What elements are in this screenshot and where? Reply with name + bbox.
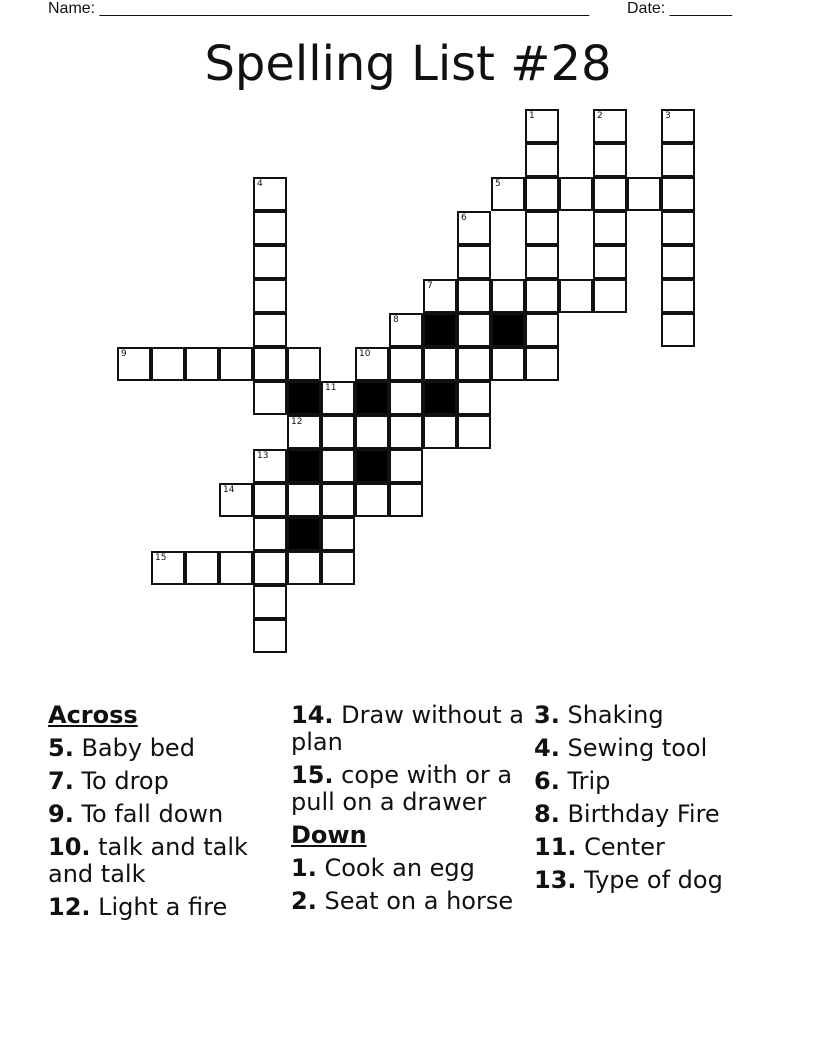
clue-text: Sewing tool <box>559 734 708 762</box>
grid-cell[interactable] <box>491 279 525 313</box>
grid-cell[interactable] <box>151 551 185 585</box>
clue-item <box>48 834 284 888</box>
clue-number: 15 <box>155 553 167 563</box>
grid-cell[interactable] <box>253 211 287 245</box>
clue-text: Cook an egg <box>316 854 475 882</box>
down-heading: Down <box>291 821 367 849</box>
black-square <box>287 381 321 415</box>
clue-item <box>291 888 527 915</box>
grid-cell[interactable] <box>423 279 457 313</box>
grid-cell[interactable] <box>593 211 627 245</box>
grid-cell[interactable] <box>593 177 627 211</box>
clue-text: Shaking <box>559 701 664 729</box>
black-square <box>287 449 321 483</box>
black-square <box>287 517 321 551</box>
grid-cell[interactable] <box>661 177 695 211</box>
grid-cell[interactable] <box>355 483 389 517</box>
grid-cell[interactable] <box>287 483 321 517</box>
clue-item <box>534 768 770 795</box>
date-line: Date: _______ <box>627 0 732 17</box>
grid-cell[interactable] <box>661 313 695 347</box>
grid-cell[interactable] <box>627 177 661 211</box>
grid-cell[interactable] <box>525 279 559 313</box>
grid-cell[interactable] <box>321 551 355 585</box>
grid-cell[interactable] <box>559 177 593 211</box>
grid-cell[interactable] <box>253 551 287 585</box>
grid-cell[interactable] <box>355 347 389 381</box>
clue-number-label: 6. <box>534 767 560 795</box>
down-clue-list-continued <box>534 702 770 894</box>
clue-number-label: 14. <box>291 701 334 729</box>
grid-cell[interactable] <box>423 347 457 381</box>
clue-number-label: 5. <box>48 734 74 762</box>
clue-number: 9 <box>121 349 127 359</box>
grid-cell[interactable] <box>253 347 287 381</box>
grid-cell[interactable] <box>253 279 287 313</box>
clue-number: 3 <box>665 111 671 121</box>
grid-cell[interactable] <box>389 449 423 483</box>
clue-number-label: 2. <box>291 887 317 915</box>
grid-cell[interactable] <box>219 347 253 381</box>
grid-cell[interactable] <box>253 517 287 551</box>
clue-number: 1 <box>529 111 535 121</box>
grid-cell[interactable] <box>253 313 287 347</box>
clue-number-label: 3. <box>534 701 560 729</box>
clue-text: Draw without a plan <box>291 701 525 756</box>
clue-number-label: 8. <box>534 800 560 828</box>
grid-cell[interactable] <box>661 109 695 143</box>
clue-item <box>534 702 770 729</box>
grid-cell[interactable] <box>253 585 287 619</box>
grid-cell[interactable] <box>287 551 321 585</box>
grid-cell[interactable] <box>355 415 389 449</box>
black-square <box>423 381 457 415</box>
grid-cell[interactable] <box>219 483 253 517</box>
grid-cell[interactable] <box>525 347 559 381</box>
clue-number: 4 <box>257 179 263 189</box>
grid-cell[interactable] <box>253 483 287 517</box>
clue-number-label: 12. <box>48 893 91 921</box>
grid-cell[interactable] <box>661 143 695 177</box>
grid-cell[interactable] <box>321 483 355 517</box>
clue-number: 2 <box>597 111 603 121</box>
grid-cell[interactable] <box>287 347 321 381</box>
clue-number-label: 9. <box>48 800 74 828</box>
grid-cell[interactable] <box>389 347 423 381</box>
clue-item <box>291 702 527 756</box>
grid-cell[interactable] <box>321 449 355 483</box>
grid-cell[interactable] <box>661 245 695 279</box>
grid-cell[interactable] <box>559 279 593 313</box>
clue-text: Baby bed <box>73 734 195 762</box>
grid-cell[interactable] <box>593 245 627 279</box>
clue-item <box>534 834 770 861</box>
clue-number: 14 <box>223 485 235 495</box>
clue-item <box>291 855 527 882</box>
clue-text: Center <box>576 833 665 861</box>
clue-number: 8 <box>393 315 399 325</box>
grid-cell[interactable] <box>321 381 355 415</box>
clue-number: 13 <box>257 451 269 461</box>
down-clue-list <box>291 855 527 915</box>
grid-cell[interactable] <box>253 245 287 279</box>
grid-cell[interactable] <box>457 415 491 449</box>
clue-number-label: 1. <box>291 854 317 882</box>
grid-cell[interactable] <box>253 177 287 211</box>
grid-cell[interactable] <box>457 279 491 313</box>
clue-column-3 <box>534 702 770 900</box>
clue-number: 6 <box>461 213 467 223</box>
grid-cell[interactable] <box>185 347 219 381</box>
grid-cell[interactable] <box>321 415 355 449</box>
grid-cell[interactable] <box>253 449 287 483</box>
grid-cell[interactable] <box>389 483 423 517</box>
black-square <box>355 449 389 483</box>
grid-cell[interactable] <box>525 177 559 211</box>
clue-number: 12 <box>291 417 303 427</box>
black-square <box>355 381 389 415</box>
clue-item <box>48 768 284 795</box>
grid-cell[interactable] <box>457 211 491 245</box>
clue-text: To drop <box>73 767 169 795</box>
grid-cell[interactable] <box>423 415 457 449</box>
grid-cell[interactable] <box>593 143 627 177</box>
grid-cell[interactable] <box>287 415 321 449</box>
grid-cell[interactable] <box>661 279 695 313</box>
grid-cell[interactable] <box>457 347 491 381</box>
grid-cell[interactable] <box>593 279 627 313</box>
clue-item <box>534 735 770 762</box>
clue-number-label: 11. <box>534 833 577 861</box>
clue-item <box>534 867 770 894</box>
grid-cell[interactable] <box>219 551 253 585</box>
grid-cell[interactable] <box>389 415 423 449</box>
across-heading: Across <box>48 701 138 729</box>
clue-item <box>48 735 284 762</box>
grid-cell[interactable] <box>253 619 287 653</box>
clue-text: Type of dog <box>576 866 723 894</box>
grid-cell[interactable] <box>117 347 151 381</box>
grid-cell[interactable] <box>661 211 695 245</box>
grid-cell[interactable] <box>491 347 525 381</box>
clue-number-label: 7. <box>48 767 74 795</box>
grid-cell[interactable] <box>457 381 491 415</box>
clue-number-label: 10. <box>48 833 91 861</box>
page-title: Spelling List #28 <box>204 36 612 92</box>
grid-cell[interactable] <box>525 313 559 347</box>
across-clue-list-continued <box>291 702 527 816</box>
grid-cell[interactable] <box>389 313 423 347</box>
clue-text: Birthday Fire <box>559 800 720 828</box>
clue-text: Light a fire <box>90 893 228 921</box>
clue-column-2 <box>291 702 527 921</box>
clue-number: 5 <box>495 179 501 189</box>
clue-text: Trip <box>559 767 611 795</box>
clue-column-1 <box>48 702 284 927</box>
black-square <box>423 313 457 347</box>
grid-cell[interactable] <box>525 143 559 177</box>
name-line: Name: _______________________________________________________ <box>48 0 589 17</box>
clue-text: To fall down <box>73 800 224 828</box>
clue-item <box>291 762 527 816</box>
across-clue-list <box>48 735 284 921</box>
clue-number: 11 <box>325 383 337 393</box>
clue-number-label: 15. <box>291 761 334 789</box>
clue-number-label: 13. <box>534 866 577 894</box>
grid-cell[interactable] <box>185 551 219 585</box>
clue-number: 10 <box>359 349 371 359</box>
clue-number: 7 <box>427 281 433 291</box>
grid-cell[interactable] <box>593 109 627 143</box>
clue-text: talk and talk and talk <box>48 833 248 888</box>
grid-cell[interactable] <box>457 245 491 279</box>
clue-item <box>48 801 284 828</box>
clue-text: cope with or a pull on a drawer <box>291 761 513 816</box>
grid-cell[interactable] <box>491 177 525 211</box>
black-square <box>491 313 525 347</box>
clue-item <box>534 801 770 828</box>
grid-cell[interactable] <box>389 381 423 415</box>
grid-cell[interactable] <box>457 313 491 347</box>
grid-cell[interactable] <box>253 381 287 415</box>
grid-cell[interactable] <box>151 347 185 381</box>
grid-cell[interactable] <box>321 517 355 551</box>
grid-cell[interactable] <box>525 245 559 279</box>
clue-text: Seat on a horse <box>316 887 514 915</box>
clue-item <box>48 894 284 921</box>
clue-number-label: 4. <box>534 734 560 762</box>
grid-cell[interactable] <box>525 109 559 143</box>
grid-cell[interactable] <box>525 211 559 245</box>
